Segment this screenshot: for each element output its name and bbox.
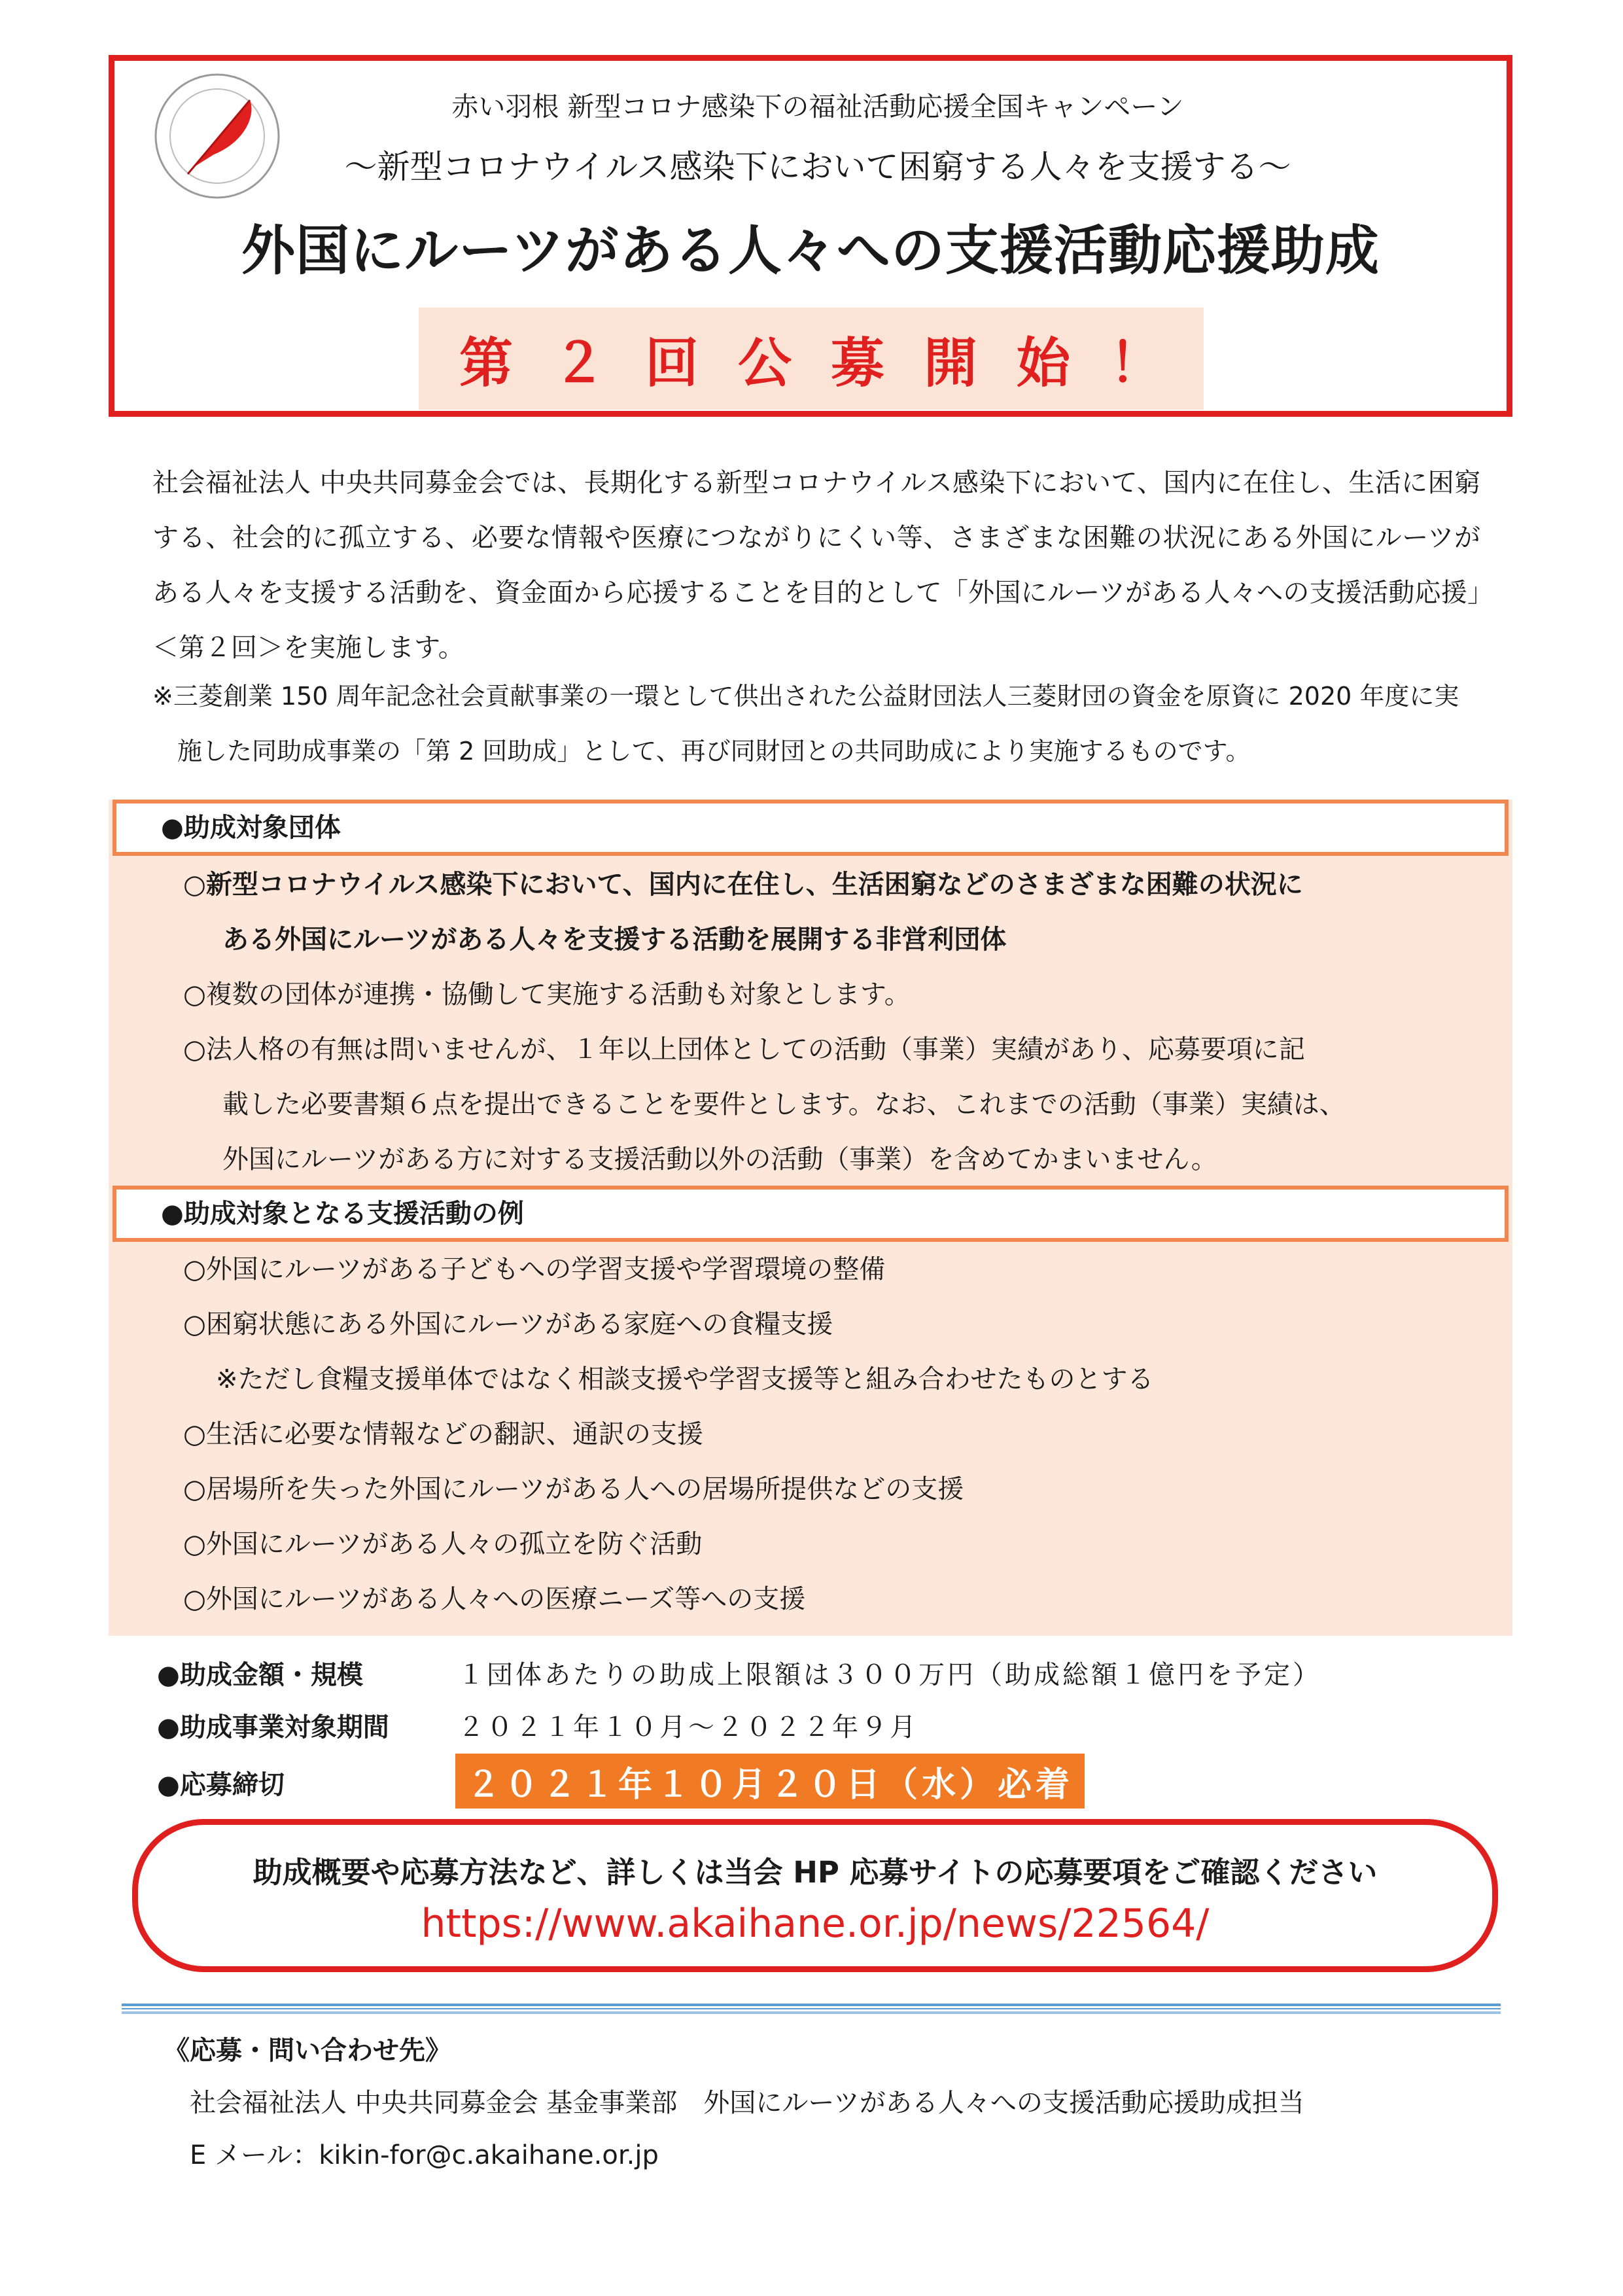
amount-value: １団体あたりの助成上限額は３００万円（助成総額１億円を予定） <box>458 1660 1321 1690</box>
list-item: ○困窮状態にある外国にルーツがある家庭への食糧支援 <box>183 1309 833 1339</box>
contact-email[interactable]: E メール：kikin-for@c.akaihane.or.jp <box>190 2140 659 2170</box>
round-announcement: 第２回公募開始！ <box>459 332 1202 395</box>
page-title: 外国にルーツがある人々への支援活動応援助成 <box>241 220 1380 282</box>
list-item: ○外国にルーツがある子どもへの学習支援や学習環境の整備 <box>183 1254 886 1284</box>
list-item: 載した必要書類６点を提出できることを要件とします。なお、これまでの活動（事業）実績は、 <box>222 1089 1346 1120</box>
application-url-link[interactable]: https://www.akaihane.or.jp/news/22564/ <box>421 1901 1210 1947</box>
contact-heading: 《応募・問い合わせ先》 <box>164 2036 451 2066</box>
subtitle: ～新型コロナウイルス感染下において困窮する人々を支援する～ <box>344 148 1291 186</box>
contact-organization: 社会福祉法人 中央共同募金会 基金事業部 外国にルーツがある人々への支援活動応援助成担当 <box>190 2088 1304 2118</box>
list-item: 外国にルーツがある方に対する支援活動以外の活動（事業）を含めてかまいません。 <box>222 1144 1217 1174</box>
period-value: ２０２１年１０月～２０２２年９月 <box>458 1712 918 1742</box>
section-heading-eligible: ●助成対象団体 <box>113 800 1509 856</box>
divider <box>122 2004 1501 2014</box>
list-item: ○外国にルーツがある人々への医療ニーズ等への支援 <box>183 1584 806 1614</box>
list-item-note: ※ただし食糧支援単体ではなく相談支援や学習支援等と組み合わせたものとする <box>216 1364 1154 1394</box>
intro-paragraph: 社会福祉法人 中央共同募金会では、長期化する新型コロナウイルス感染下において、国内に在住し、生活に困窮する、社会的に孤立する、必要な情報や医療につながりにくい等、さまざまな困難の状況にある外国にルーツがある人々を支援する活動を、資金面から応援することを目的として「外国にルーツがある人々への支援活動応援」＜第２回＞を実施します。 <box>152 468 1480 663</box>
list-item: ○居場所を失った外国にルーツがある人への居場所提供などの支援 <box>183 1474 964 1504</box>
list-item: ○外国にルーツがある人々の孤立を防ぐ活動 <box>183 1529 703 1559</box>
period-label: ●助成事業対象期間 <box>157 1712 389 1742</box>
list-item: ○法人格の有無は問いませんが、１年以上団体としての活動（事業）実績があり、応募要項に記 <box>183 1034 1305 1065</box>
amount-label: ●助成金額・規模 <box>157 1660 363 1690</box>
list-item: ある外国にルーツがある人々を支援する活動を展開する非営利団体 <box>222 925 1007 955</box>
cta-text: 助成概要や応募方法など、詳しくは当会 HP 応募サイトの応募要項をご確認ください <box>253 1855 1378 1890</box>
deadline-badge: ２０２１年１０月２０日（水）必着 <box>455 1754 1085 1809</box>
campaign-name: 赤い羽根 新型コロナ感染下の福祉活動応援全国キャンペーン <box>451 91 1184 122</box>
intro-note: ※三菱創業 150 周年記念社会貢献事業の一環として供出された公益財団法人三菱財団の資金を原資に 2020 年度に実施した同助成事業の「第 2 回助成」として、再び同財団との共同助成により実施するものです。 <box>152 682 1459 766</box>
list-item: ○生活に必要な情報などの翻訳、通訳の支援 <box>183 1419 703 1449</box>
round-banner <box>419 308 1204 410</box>
section-heading-examples: ●助成対象となる支援活動の例 <box>113 1186 1509 1242</box>
list-item: ○複数の団体が連携・協働して実施する活動も対象とします。 <box>183 980 911 1010</box>
deadline-label: ●応募締切 <box>157 1770 285 1800</box>
cta-frame <box>132 1819 1498 1972</box>
list-item: ○新型コロナウイルス感染下において、国内に在住し、生活困窮などのさまざまな困難の状況に <box>183 870 1303 900</box>
